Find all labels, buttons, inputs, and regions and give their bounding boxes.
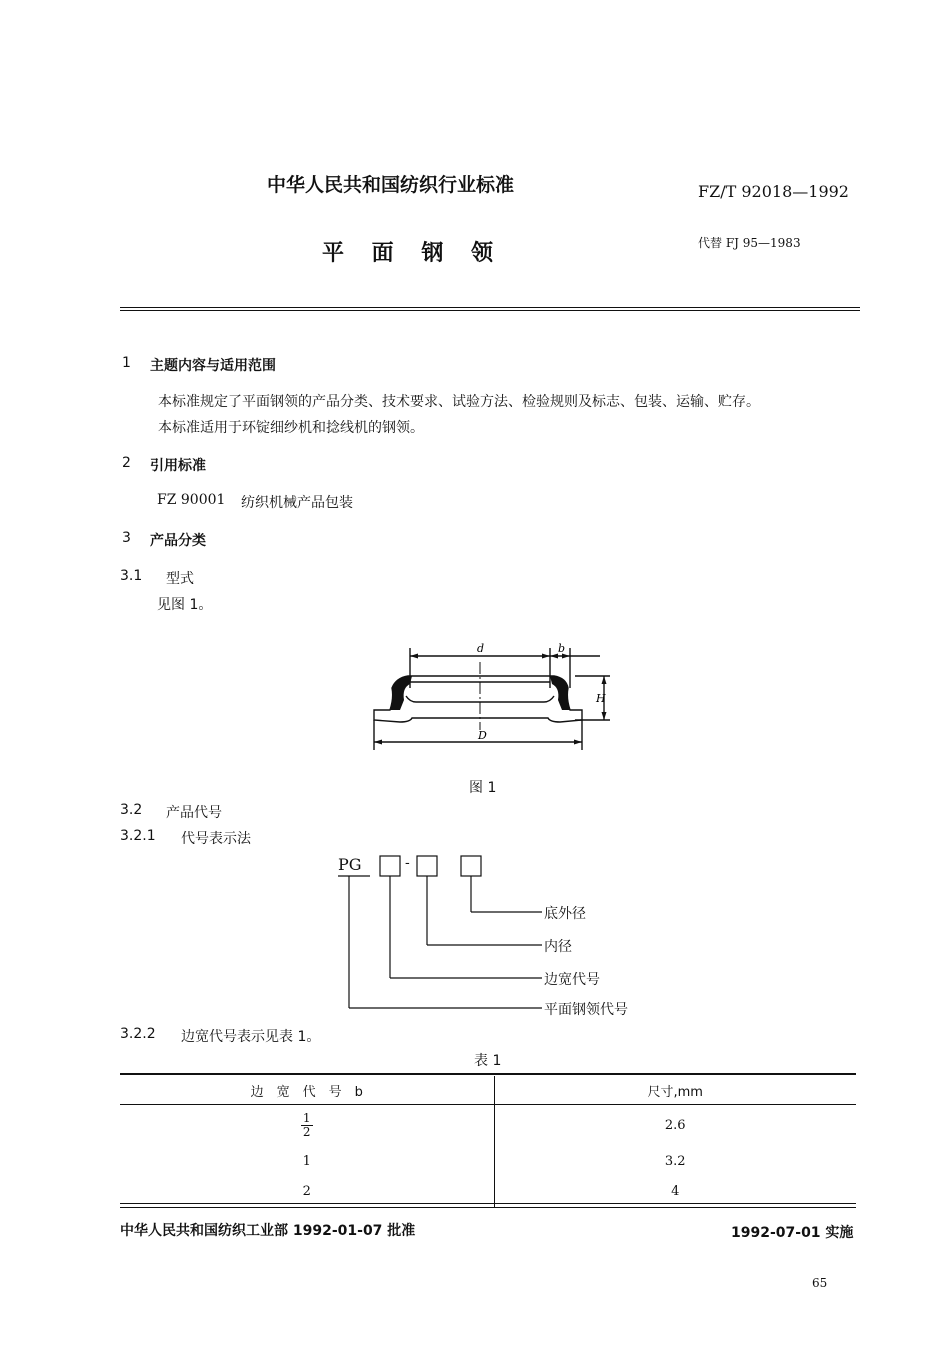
figure-1-caption: 图 1 — [469, 780, 497, 796]
section-3-2-1-heading: 代号表示法 — [181, 831, 251, 847]
code-label-ring-code: 平面钢领代号 — [544, 1002, 628, 1018]
section-1-paragraph-1: 本标准规定了平面钢领的产品分类、技术要求、试验方法、检验规则及标志、包装、运输、贮存。 — [158, 394, 760, 410]
table-header-size: 尺寸,mm — [494, 1076, 856, 1105]
implementation-line: 1992-07-01 实施 — [731, 1225, 854, 1241]
section-2-number: 2 — [122, 455, 131, 471]
doc-title: 平 面 钢 领 — [322, 241, 503, 266]
section-3-1-heading: 型式 — [166, 571, 194, 587]
table-top-rule — [120, 1073, 856, 1075]
table-bottom-rule-1 — [120, 1203, 856, 1204]
code-prefix: PG — [338, 855, 362, 874]
approval-line: 中华人民共和国纺织工业部 1992-01-07 批准 — [120, 1223, 416, 1239]
section-3-2-heading: 产品代号 — [166, 805, 222, 821]
code-label-edge-width: 边宽代号 — [544, 972, 600, 988]
section-3-2-number: 3.2 — [120, 802, 143, 818]
dim-label-D: D — [478, 729, 487, 742]
code-label-outer-diameter: 底外径 — [544, 906, 586, 922]
reference-title: 纺织机械产品包装 — [241, 495, 353, 511]
section-3-1-text: 见图 1。 — [157, 597, 213, 613]
standard-number: FZ/T 92018—1992 — [698, 182, 849, 201]
table-cell-size: 2.6 — [664, 1118, 686, 1134]
table-bottom-rule-2 — [120, 1207, 856, 1208]
table-row — [120, 1105, 856, 1147]
figure-1-ring-drawing — [360, 638, 610, 753]
section-3-heading: 产品分类 — [150, 533, 206, 549]
dim-label-b: b — [558, 642, 566, 655]
table-cell-size: 4 — [671, 1184, 680, 1199]
section-3-2-2-number: 3.2.2 — [120, 1026, 156, 1042]
dim-label-d: d — [477, 642, 485, 655]
code-label-inner-diameter: 内径 — [544, 939, 572, 955]
section-3-2-2-text: 边宽代号表示见表 1。 — [181, 1029, 321, 1045]
header-rule-top — [120, 307, 860, 308]
section-1-heading: 主题内容与适用范围 — [150, 358, 276, 374]
dim-label-H: H — [596, 692, 606, 705]
org-title: 中华人民共和国纺织行业标准 — [267, 174, 515, 196]
table-row — [120, 1147, 856, 1177]
section-2-heading: 引用标准 — [150, 458, 206, 474]
table-row — [120, 1177, 856, 1207]
table-cell-code: 1 — [120, 1147, 494, 1177]
table-1-title: 表 1 — [474, 1053, 502, 1069]
code-notation-diagram — [330, 850, 560, 1020]
fraction — [301, 1112, 313, 1138]
reference-code: FZ 90001 — [157, 492, 226, 508]
replaces-note: 代替 FJ 95—1983 — [698, 236, 801, 250]
header-rule-bottom — [120, 310, 860, 311]
table-1 — [120, 1076, 856, 1207]
table-header-edge-code: 边 宽 代 号 b — [120, 1076, 494, 1105]
table-cell-code — [120, 1105, 494, 1147]
table-cell-size: 3.2 — [664, 1154, 686, 1169]
section-3-2-1-number: 3.2.1 — [120, 828, 156, 844]
section-1-number: 1 — [122, 355, 131, 371]
table-cell-code: 2 — [120, 1177, 494, 1207]
code-dash: - — [405, 855, 410, 871]
fraction-numerator: 1 — [302, 1110, 311, 1125]
section-1-paragraph-2: 本标准适用于环锭细纱机和捻线机的钢领。 — [158, 420, 424, 436]
page-number: 65 — [812, 1276, 828, 1290]
section-3-number: 3 — [122, 530, 131, 546]
fraction-denominator: 2 — [302, 1124, 311, 1139]
section-3-1-number: 3.1 — [120, 568, 143, 584]
